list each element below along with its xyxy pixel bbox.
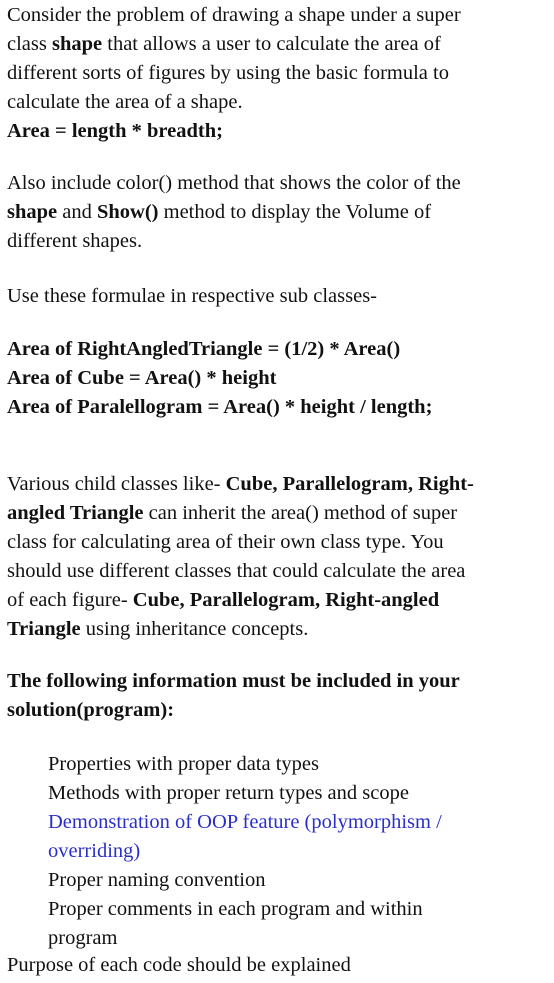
intro-line-2 <box>7 30 547 59</box>
show-method-bold: Show() <box>97 201 159 223</box>
list-item: overriding) <box>48 840 141 862</box>
inherit-line-5-a: of each figure- <box>7 589 133 611</box>
inherit-line-6 <box>7 615 547 644</box>
purpose-line: Purpose of each code should be explained <box>7 954 351 976</box>
intro-line-4: calculate the area of a shape. <box>7 91 243 113</box>
inherit-line-3: class for calculating area of their own class type. You <box>7 531 444 553</box>
color-line-2 <box>7 198 547 227</box>
color-shape-bold: shape <box>7 201 58 223</box>
list-item: Demonstration of OOP feature (polymorphism / <box>48 811 442 833</box>
inherit-line-5-bold: Cube, Parallelogram, Right-angled <box>132 589 440 611</box>
intro-paragraph <box>7 1 547 146</box>
intro-line-1: Consider the problem of drawing a shape under a super <box>7 4 461 26</box>
requirements-heading <box>7 667 547 725</box>
area-formula: Area = length * breadth; <box>7 120 223 142</box>
inherit-line-6-b: using inheritance concepts. <box>80 618 309 640</box>
formulae-block <box>7 335 547 422</box>
inherit-line-2-bold: angled Triangle <box>7 502 144 524</box>
formula-triangle: Area of RightAngledTriangle = (1/2) * Area() <box>7 338 401 360</box>
color-method-paragraph <box>7 169 547 256</box>
intro-line-2-a: class <box>7 33 52 55</box>
list-item: program <box>48 927 118 949</box>
color-line-3: different shapes. <box>7 230 143 252</box>
inherit-line-6-bold: Triangle <box>7 618 81 640</box>
formula-parallelogram: Area of Paralellogram = Area() * height / length; <box>7 396 433 418</box>
inherit-line-2-b: can inherit the area() method of super <box>143 502 458 524</box>
color-line-1: Also include color() method that shows the color of the <box>7 172 461 194</box>
inherit-line-5 <box>7 586 547 615</box>
inherit-line-2 <box>7 499 547 528</box>
color-line-2-b: and <box>57 201 97 223</box>
list-item: Proper comments in each program and within <box>48 898 423 920</box>
inherit-line-1 <box>7 470 547 499</box>
inherit-line-4: should use different classes that could calculate the area <box>7 560 466 582</box>
color-line-2-d: method to display the Volume of <box>158 201 432 223</box>
subclass-intro: Use these formulae in respective sub classes- <box>7 285 378 307</box>
requirements-list <box>48 750 538 953</box>
intro-shape-bold: shape <box>51 33 103 55</box>
intro-line-3: different sorts of figures by using the basic formula to <box>7 62 449 84</box>
inheritance-paragraph <box>7 470 547 644</box>
inherit-line-1-bold: Cube, Parallelogram, Right- <box>225 473 474 495</box>
list-item: Proper naming convention <box>48 869 266 891</box>
inherit-line-1-a: Various child classes like- <box>7 473 226 495</box>
list-item: Properties with proper data types <box>48 753 319 775</box>
intro-line-2-c: that allows a user to calculate the area of <box>102 33 441 55</box>
requirements-heading-line-1: The following information must be included in your <box>7 670 460 692</box>
requirements-heading-line-2: solution(program): <box>7 699 175 721</box>
list-item: Methods with proper return types and scope <box>48 782 409 804</box>
formula-cube: Area of Cube = Area() * height <box>7 367 277 389</box>
